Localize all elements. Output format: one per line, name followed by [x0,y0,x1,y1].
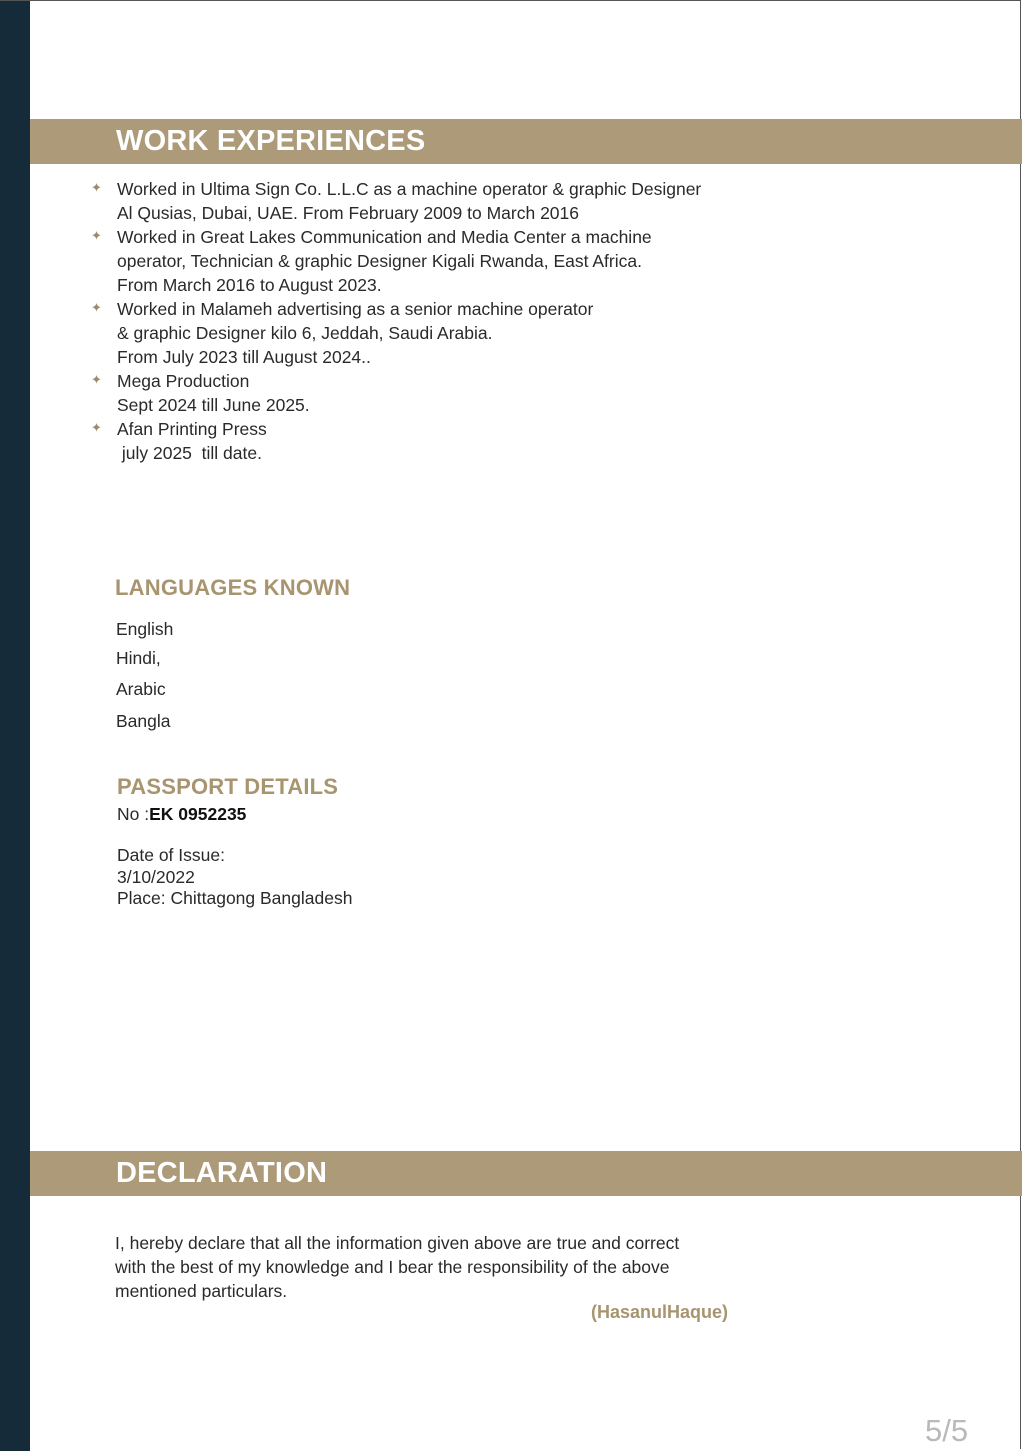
four-point-star-icon: ✦ [91,372,102,387]
work-line: Worked in Malameh advertising as a senior machine operator [117,299,594,319]
work-experience-item [90,225,790,297]
four-point-star-icon: ✦ [91,228,102,243]
passport-issue-date: 3/10/2022 [117,867,195,887]
work-experience-list [90,177,790,465]
work-line: Al Qusias, Dubai, UAE. From February 2009 to March 2016 [117,203,580,223]
work-line: From July 2023 till August 2024.. [117,347,371,367]
declaration-line: mentioned particulars. [115,1281,288,1301]
work-line: Worked in Ultima Sign Co. L.L.C as a machine operator & graphic Designer [117,179,702,199]
work-line: & graphic Designer kilo 6, Jeddah, Saudi Arabia. [117,323,493,343]
work-experiences-heading: WORK EXPERIENCES [116,125,426,157]
language-item: English [116,619,174,639]
declaration-text [115,1231,775,1303]
declaration-line: I, hereby declare that all the information given above are true and correct [115,1233,680,1253]
work-experience-item [90,177,790,225]
work-experiences-header-band [30,119,1022,164]
work-experience-item [90,369,790,417]
four-point-star-icon: ✦ [91,180,102,195]
language-item: Arabic [116,679,166,699]
declaration-header-band [30,1151,1022,1196]
page-number: 5/5 [925,1413,969,1448]
work-line: Worked in Great Lakes Communication and Media Center a machine [117,227,652,247]
work-line: From March 2016 to August 2023. [117,275,382,295]
language-item: Hindi, [116,648,161,668]
declaration-heading: DECLARATION [116,1157,328,1189]
language-item: Bangla [116,711,171,731]
work-line: Afan Printing Press [117,419,267,439]
passport-number-row [117,804,246,825]
passport-number-value: EK 0952235 [149,804,247,824]
work-line: operator, Technician & graphic Designer Kigali Rwanda, East Africa. [117,251,642,271]
work-experience-item [90,417,790,465]
passport-issue-label: Date of Issue: [117,845,225,865]
passport-place: Place: Chittagong Bangladesh [117,888,353,908]
four-point-star-icon: ✦ [91,420,102,435]
work-line: Sept 2024 till June 2025. [117,395,310,415]
four-point-star-icon: ✦ [91,300,102,315]
work-line: Mega Production [117,371,250,391]
languages-heading: LANGUAGES KNOWN [115,575,351,600]
passport-heading: PASSPORT DETAILS [117,774,339,799]
declaration-line: with the best of my knowledge and I bear the responsibility of the above [115,1257,670,1277]
work-line: july 2025 till date. [117,443,262,463]
passport-number-label: No : [117,804,150,824]
work-experience-item [90,297,790,369]
signature-name: (HasanulHaque) [591,1302,729,1322]
